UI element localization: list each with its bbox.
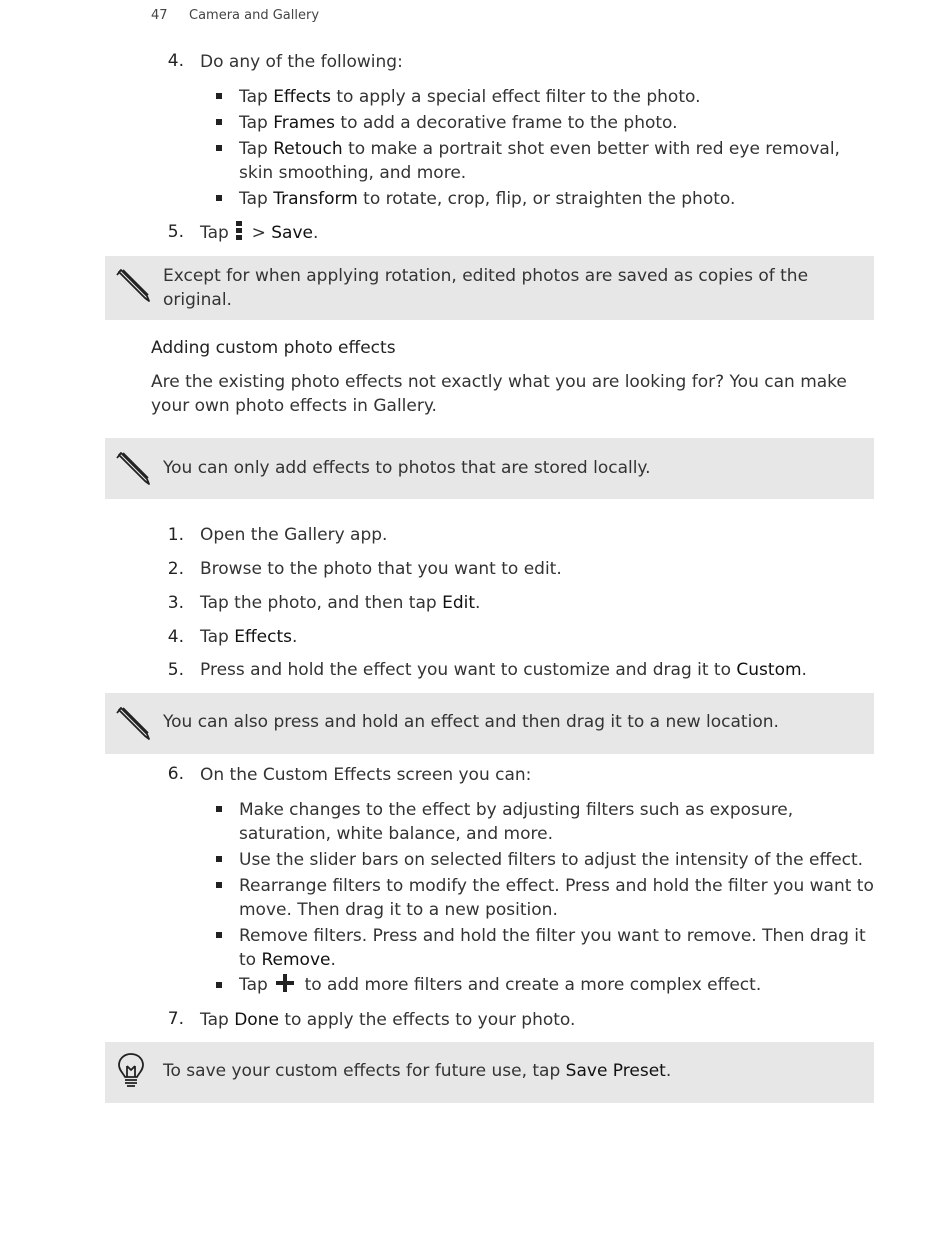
step-text: Tap the photo, and then tap Edit. [200, 593, 481, 613]
keyword: Save Preset [565, 1061, 666, 1081]
tip-box [105, 1042, 874, 1103]
step-number: 5. [167, 222, 184, 242]
bullet-marker [216, 932, 222, 938]
pencil-icon [115, 449, 153, 487]
note-box [105, 256, 874, 320]
step-number: 4. [167, 51, 184, 71]
list-item: Use the slider bars on selected filters to adjust the intensity of the effect. [239, 850, 864, 870]
keyword: Effects [234, 627, 292, 647]
step-number: 3. [167, 593, 184, 613]
bullet-marker [216, 145, 222, 151]
note-box [105, 438, 874, 499]
lightbulb-icon [117, 1052, 145, 1090]
keyword: Effects [273, 87, 331, 107]
step-number: 5. [167, 660, 184, 680]
step-number: 7. [167, 1009, 184, 1029]
tip-text: To save your custom effects for future use, tap Save Preset. [163, 1061, 672, 1081]
step-text: On the Custom Effects screen you can: [200, 765, 532, 785]
section-title: Camera and Gallery [189, 8, 320, 23]
step-text: Tap Done to apply the effects to your photo. [200, 1010, 576, 1030]
page-number: 47 [151, 8, 168, 23]
list-item: Make changes to the effect by adjusting filters such as exposure, saturation, white balance, and more. [239, 800, 794, 844]
pencil-icon [115, 266, 153, 304]
bullet-marker [216, 982, 222, 988]
keyword: Transform [273, 189, 358, 209]
bullet-marker [216, 882, 222, 888]
step-number: 4. [167, 627, 184, 647]
pencil-icon [115, 704, 153, 742]
list-item: Tap to add more filters and create a more complex effect. [239, 975, 762, 995]
note-box [105, 693, 874, 754]
list-item: Rearrange filters to modify the effect. Press and hold the filter you want to move. Then drag it to a new position. [239, 876, 874, 920]
keyword: Edit [442, 593, 475, 613]
keyword: Custom [736, 660, 802, 680]
plus-icon [275, 973, 295, 993]
step-number: 2. [167, 559, 184, 579]
keyword: Done [234, 1010, 279, 1030]
bullet-marker [216, 195, 222, 201]
step-text: Do any of the following: [200, 52, 403, 72]
list-item: Tap Effects to apply a special effect filter to the photo. [239, 87, 701, 107]
step-text: Tap Effects. [200, 627, 298, 647]
menu-dots-icon [235, 221, 243, 241]
list-item: Tap Retouch to make a portrait shot even better with red eye removal, skin smoothing, and more. [239, 139, 840, 183]
keyword: Remove [261, 950, 331, 970]
list-item: Remove filters. Press and hold the filter you want to remove. Then drag it to Remove. [239, 926, 866, 970]
step-number: 1. [167, 525, 184, 545]
step-text: Open the Gallery app. [200, 525, 388, 545]
bullet-marker [216, 806, 222, 812]
keyword: Frames [273, 113, 336, 133]
list-item: Tap Frames to add a decorative frame to the photo. [239, 113, 678, 133]
note-text: You can also press and hold an effect and then drag it to a new location. [163, 712, 779, 732]
section-intro: Are the existing photo effects not exactly what you are looking for? You can make your own photo effects in Gallery. [151, 372, 847, 416]
keyword: Save [271, 223, 313, 243]
step-number: 6. [167, 764, 184, 784]
page-header [151, 8, 319, 23]
bullet-marker [216, 93, 222, 99]
keyword: Retouch [273, 139, 343, 159]
note-text: Except for when applying rotation, edited photos are saved as copies of the original. [163, 266, 809, 310]
section-heading: Adding custom photo effects [151, 338, 396, 358]
step-text: Press and hold the effect you want to customize and drag it to Custom. [200, 660, 807, 680]
bullet-marker [216, 119, 222, 125]
step-text: Browse to the photo that you want to edit. [200, 559, 562, 579]
list-item: Tap Transform to rotate, crop, flip, or straighten the photo. [239, 189, 736, 209]
bullet-marker [216, 856, 222, 862]
step-text: Tap > Save. [200, 223, 319, 243]
note-text: You can only add effects to photos that are stored locally. [163, 458, 651, 478]
